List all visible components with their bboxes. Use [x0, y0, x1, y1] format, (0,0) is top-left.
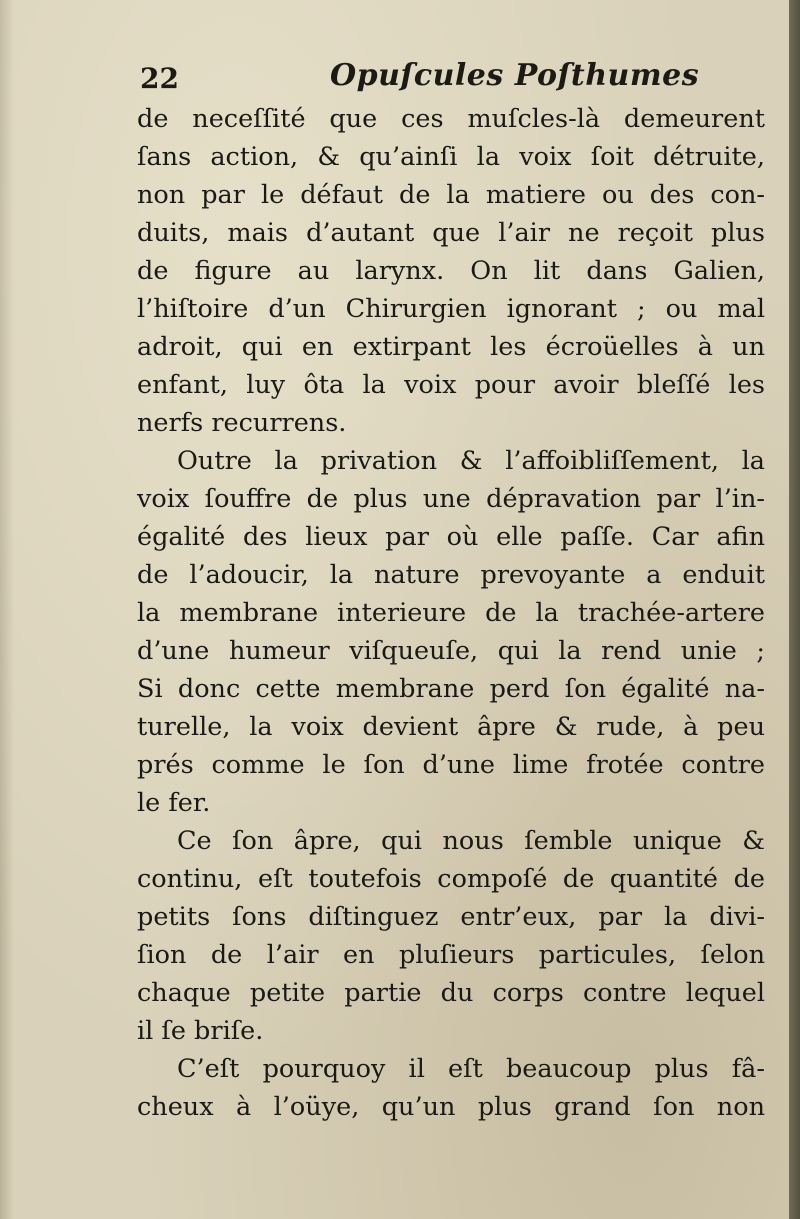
paragraph-end-line: nerfs recurrens.: [137, 408, 347, 438]
text-line: cheux à l’oüye, qu’un plus grand ſon non: [137, 1092, 765, 1122]
text-line: enfant, luy ôta la voix pour avoir bleſſé les: [137, 370, 765, 400]
paragraph-first-line: Ce ſon âpre, qui nous ſemble unique &: [177, 826, 765, 856]
text-line: duits, mais d’autant que l’air ne reçoit plus: [137, 218, 765, 248]
text-line: l’hiſtoire d’un Chirurgien ignorant ; ou mal: [137, 294, 765, 324]
text-line: adroit, qui en extirpant les écroüelles à un: [137, 332, 765, 362]
text-line: voix ſouffre de plus une dépravation par l’in-: [137, 484, 765, 514]
text-line: de figure au larynx. On lit dans Galien,: [137, 256, 765, 286]
body-text: [137, 100, 765, 1126]
text-line: ſans action, & qu’ainſi la voix ſoit détruite,: [137, 142, 765, 172]
text-line: non par le défaut de la matiere ou des con-: [137, 180, 765, 210]
text-line: égalité des lieux par où elle paſſe. Car afin: [137, 522, 765, 552]
text-line: de neceſſité que ces muſcles-là demeurent: [137, 104, 765, 134]
text-line: d’une humeur viſqueuſe, qui la rend unie ;: [137, 636, 765, 666]
paragraph-end-line: il ſe briſe.: [137, 1016, 264, 1046]
paragraph-first-line: C’eſt pourquoy il eſt beaucoup plus fâ-: [177, 1054, 765, 1084]
page-header: [135, 58, 775, 98]
page-number: 22: [140, 62, 179, 95]
text-line: petits ſons diſtinguez entr’eux, par la divi-: [137, 902, 765, 932]
text-line: turelle, la voix devient âpre & rude, à peu: [137, 712, 765, 742]
book-edge: [789, 0, 800, 1219]
paragraph-end-line: le fer.: [137, 788, 211, 818]
paragraph-first-line: Outre la privation & l’affoibliſſement, la: [177, 446, 765, 476]
text-line: la membrane interieure de la trachée-artere: [137, 598, 765, 628]
text-line: ſion de l’air en pluſieurs particules, ſelon: [137, 940, 765, 970]
text-line: chaque petite partie du corps contre lequel: [137, 978, 765, 1008]
text-line: Si donc cette membrane perd ſon égalité na-: [137, 674, 765, 704]
text-line: continu, eſt toutefois compoſé de quantité de: [137, 864, 765, 894]
text-line: prés comme le ſon d’une lime frotée contre: [137, 750, 765, 780]
running-title: Opuſcules Poſthumes: [330, 58, 700, 93]
text-line: de l’adoucir, la nature prevoyante a enduit: [137, 560, 765, 590]
